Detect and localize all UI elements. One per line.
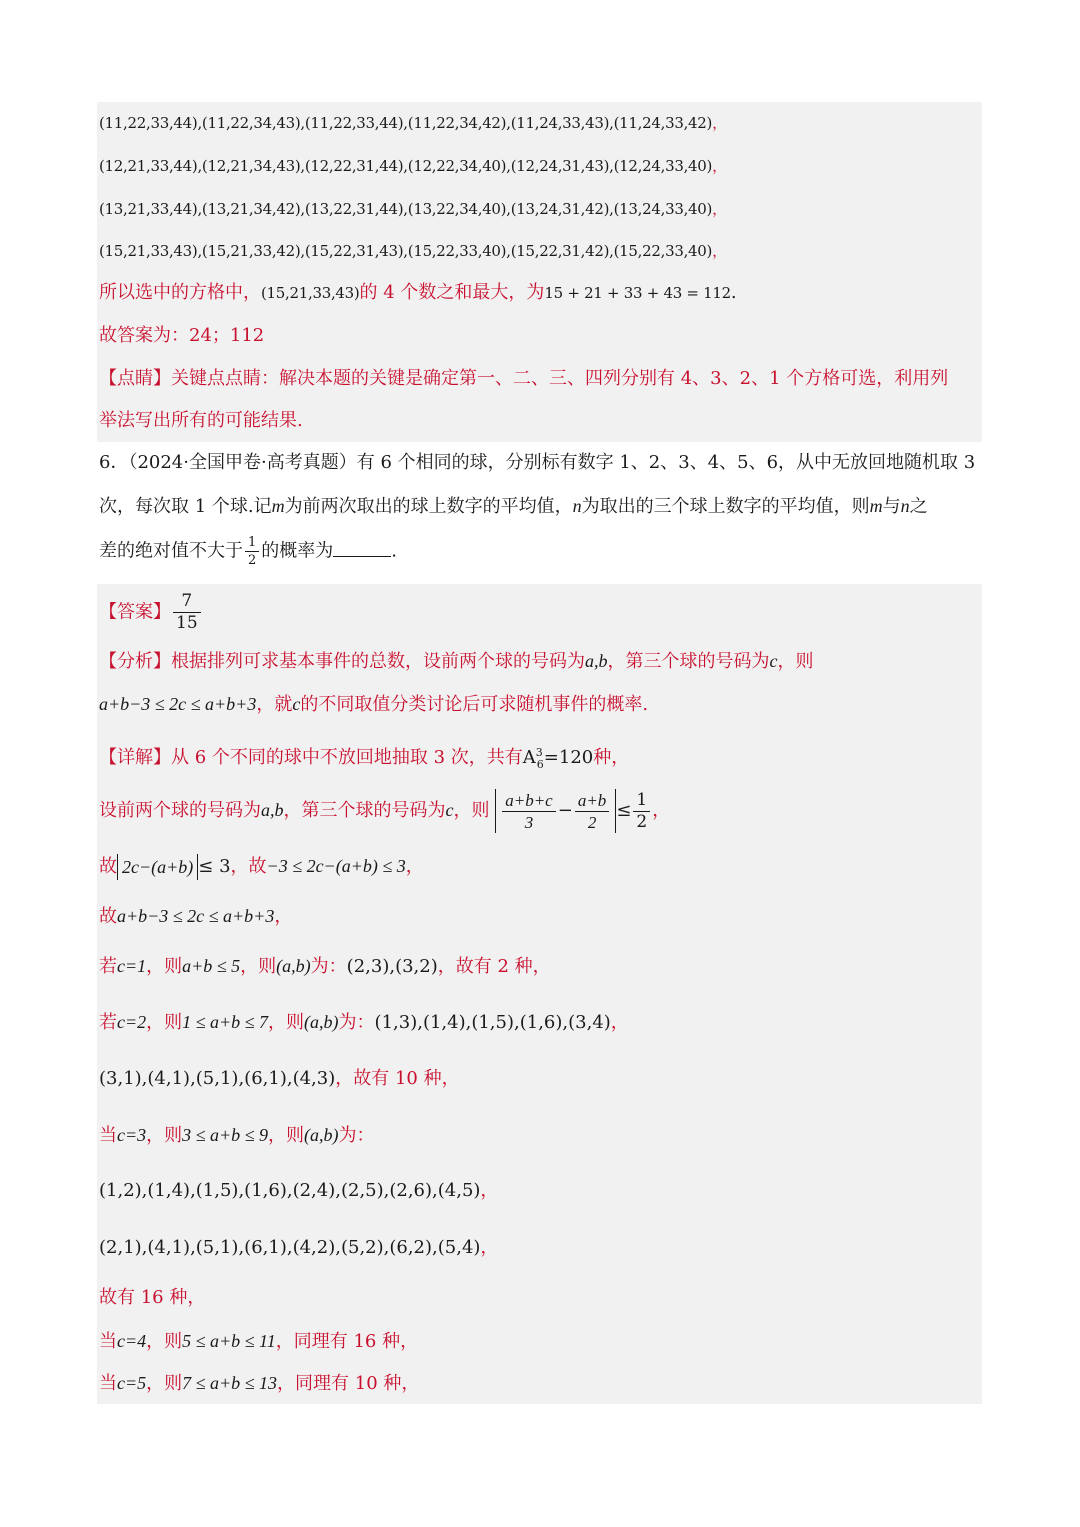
detail-line-2: 设前两个球的号码为a,b，第三个球的号码为c，则 $\frac{a+b+c}{3}$ − $\frac{a+b}{2}$ ≤ $\frac{1}{2}$ ， — [99, 789, 671, 832]
case-c3-list-2: (2,1),(4,1),(5,1),(6,1),(4,2),(5,2),(6,2),(5,4)， — [99, 1237, 499, 1258]
list-row-4: (15,21,33,43),(15,21,33,42),(15,22,31,43),(15,22,33,40),(15,22,31,42),(15,22,33,40)， — [99, 242, 727, 260]
detail-tag: 【详解】 — [99, 747, 171, 768]
detail-line-4: 故a+b−3 ≤ 2c ≤ a+b+3， — [99, 906, 293, 927]
answer-tag: 【答案】 — [99, 601, 171, 623]
detail-line-1: 【详解】从 6 个不同的球中不放回地抽取 3 次，共有$A^3_6=120$种， — [99, 746, 630, 771]
case-c5: 当c=5，则7 ≤ a+b ≤ 13，同理有 10 种， — [99, 1373, 420, 1394]
analysis-line-2: a+b−3 ≤ 2c ≤ a+b+3，就c的不同取值分类讨论后可求随机事件的概率. — [99, 694, 649, 715]
analysis-tag: 【分析】 — [99, 651, 171, 672]
answer-blank — [333, 538, 391, 557]
question-line-2: 次，每次取 1 个球.记m为前两次取出的球上数字的平均值，n为取出的三个球上数字的平均值，则m与n之 — [99, 496, 928, 517]
case-c2-cont: (3,1),(4,1),(5,1),(6,1),(4,3)，故有 10 种， — [99, 1068, 460, 1089]
answer-line — [99, 593, 203, 632]
answer-fraction: $\frac{7}{15}$ — [173, 593, 201, 632]
case-c2: 若c=2，则1 ≤ a+b ≤ 7，则(a,b)为：(1,3),(1,4),(1,5),(1,6),(3,4)， — [99, 1012, 629, 1033]
detail-line-3: 故 2c−(a+b) ≤ 3，故−3 ≤ 2c−(a+b) ≤ 3， — [99, 853, 424, 880]
answer-summary: 故答案为：24；112 — [99, 325, 265, 346]
comment-line-1: 【点睛】关键点点睛：解决本题的关键是确定第一、二、三、四列分别有 4、3、2、1 个方格可选，利用列 — [99, 368, 949, 389]
conclusion-line: 所以选中的方格中，(15,21,33,43)的 4 个数之和最大，为15 + 21 + 33 + 43 = 112. — [99, 282, 737, 303]
question-line-3: 差的绝对值不大于 $\frac{1}{2}$ 的概率为 . — [99, 535, 398, 568]
absolute-value-expression: $\frac{a+b+c}{3}$ − $\frac{a+b}{2}$ — [495, 789, 616, 833]
case-c3: 当c=3，则3 ≤ a+b ≤ 9，则(a,b)为： — [99, 1125, 375, 1146]
list-row-1: (11,22,33,44),(11,22,34,43),(11,22,33,44),(11,22,34,42),(11,24,33,43),(11,24,33,42)， — [99, 114, 727, 132]
comment-line-2: 举法写出所有的可能结果. — [99, 410, 303, 431]
list-row-3: (13,21,33,44),(13,21,34,42),(13,22,31,44),(13,22,34,40),(13,24,31,42),(13,24,33,40)， — [99, 200, 727, 218]
question-line-1: 6．（2024·全国甲卷·高考真题）有 6 个相同的球，分别标有数字 1、2、3、4、5、6，从中无放回地随机取 3 — [99, 452, 976, 473]
case-c4: 当c=4，则5 ≤ a+b ≤ 11，同理有 16 种， — [99, 1331, 419, 1352]
analysis-line-1: 【分析】根据排列可求基本事件的总数，设前两个球的号码为a,b，第三个球的号码为c，则 — [99, 651, 814, 672]
case-c3-count: 故有 16 种， — [99, 1287, 206, 1308]
case-c3-list-1: (1,2),(1,4),(1,5),(1,6),(2,4),(2,5),(2,6),(4,5)， — [99, 1180, 499, 1201]
fraction-half: $\frac{1}{2}$ — [245, 536, 259, 567]
list-row-2: (12,21,33,44),(12,21,34,43),(12,22,31,44),(12,22,34,40),(12,24,31,43),(12,24,33,40)， — [99, 157, 727, 175]
comment-tag: 【点睛】 — [99, 368, 171, 389]
case-c1: 若c=1，则a+b ≤ 5，则(a,b)为：(2,3),(3,2)，故有 2 种， — [99, 956, 551, 977]
question-number: 6． — [99, 452, 129, 473]
question-source: （2024·全国甲卷·高考真题） — [128, 452, 357, 473]
